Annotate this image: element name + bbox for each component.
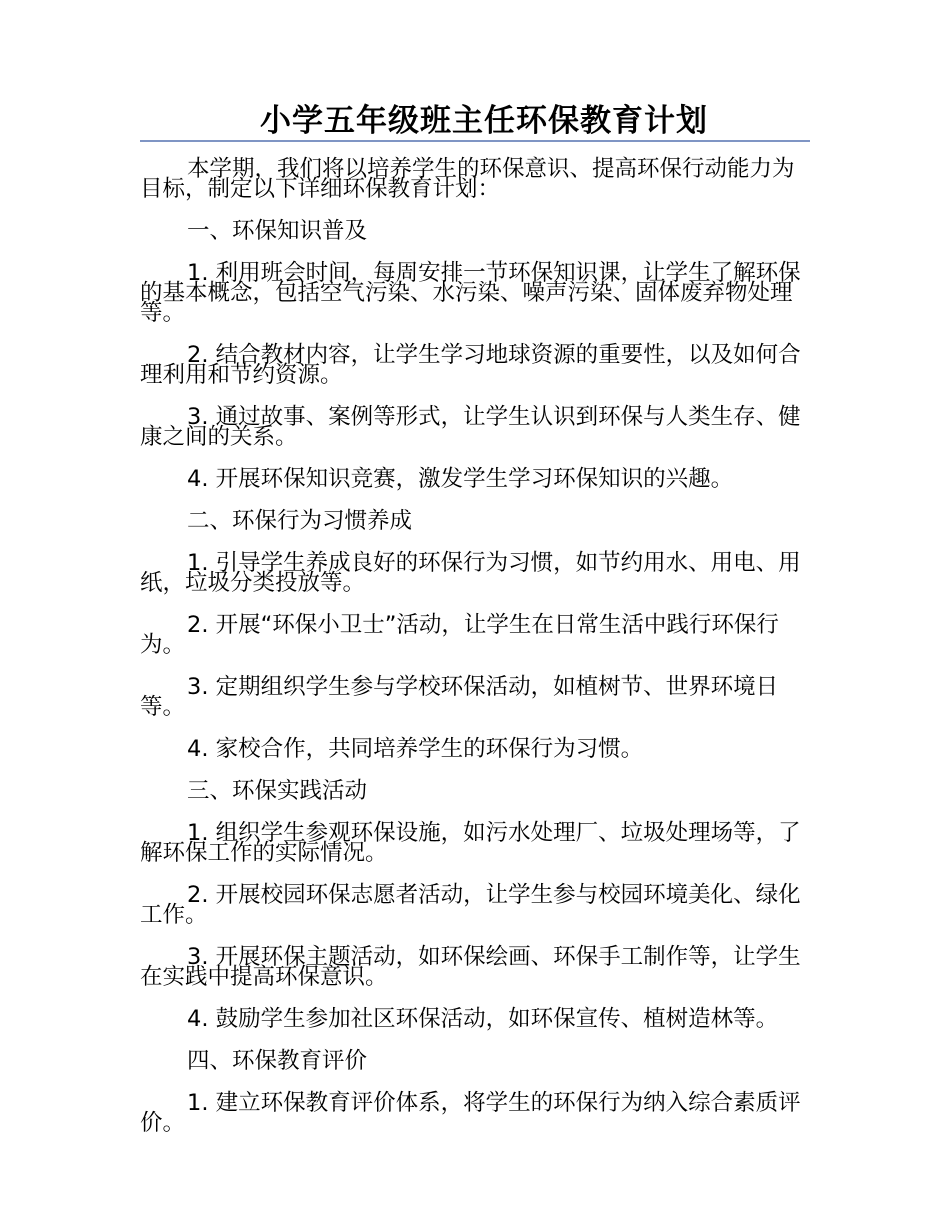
section-heading-3: 三、环保实践活动 — [187, 778, 368, 804]
list-item: 4. 开展环保知识竞赛，激发学生学习环保知识的兴趣。 — [187, 466, 734, 492]
list-item: 1. 利用班会时间，每周安排一节环保知识课，让学生了解环保的基本概念，包括空气污染、水污染、噪声污染、固体废弃物处理等。 — [140, 260, 801, 326]
section-heading-2: 二、环保行为习惯养成 — [187, 508, 413, 534]
intro-paragraph: 本学期，我们将以培养学生的环保意识、提高环保行动能力为目标，制定以下详细环保教育计划： — [140, 156, 795, 202]
document-title: 小学五年级班主任环保教育计划 — [260, 103, 708, 139]
list-item: 2. 结合教材内容，让学生学习地球资源的重要性，以及如何合理利用和节约资源。 — [140, 342, 801, 388]
list-item: 1. 建立环保教育评价体系，将学生的环保行为纳入综合素质评价。 — [140, 1090, 801, 1136]
list-item: 3. 通过故事、案例等形式，让学生认识到环保与人类生存、健康之间的关系。 — [140, 404, 801, 450]
list-item: 1. 引导学生养成良好的环保行为习惯，如节约用水、用电、用纸，垃圾分类投放等。 — [140, 550, 801, 596]
section-heading-4: 四、环保教育评价 — [187, 1048, 368, 1074]
list-item: 3. 开展环保主题活动，如环保绘画、环保手工制作等，让学生在实践中提高环保意识。 — [140, 944, 801, 990]
document-body — [140, 158, 810, 1154]
list-item: 1. 组织学生参观环保设施，如污水处理厂、垃圾处理场等，了解环保工作的实际情况。 — [140, 820, 801, 866]
section-heading-1: 一、环保知识普及 — [187, 218, 368, 244]
list-item: 3. 定期组织学生参与学校环保活动，如植树节、世界环境日等。 — [140, 674, 779, 720]
list-item: 2. 开展校园环保志愿者活动，让学生参与校园环境美化、绿化工作。 — [140, 882, 801, 928]
list-item: 2. 开展“环保小卫士”活动，让学生在日常生活中践行环保行为。 — [140, 612, 779, 658]
list-item: 4. 鼓励学生参加社区环保活动，如环保宣传、植树造林等。 — [187, 1006, 779, 1032]
list-item: 4. 家校合作，共同培养学生的环保行为习惯。 — [187, 736, 644, 762]
title-underline — [140, 140, 810, 142]
